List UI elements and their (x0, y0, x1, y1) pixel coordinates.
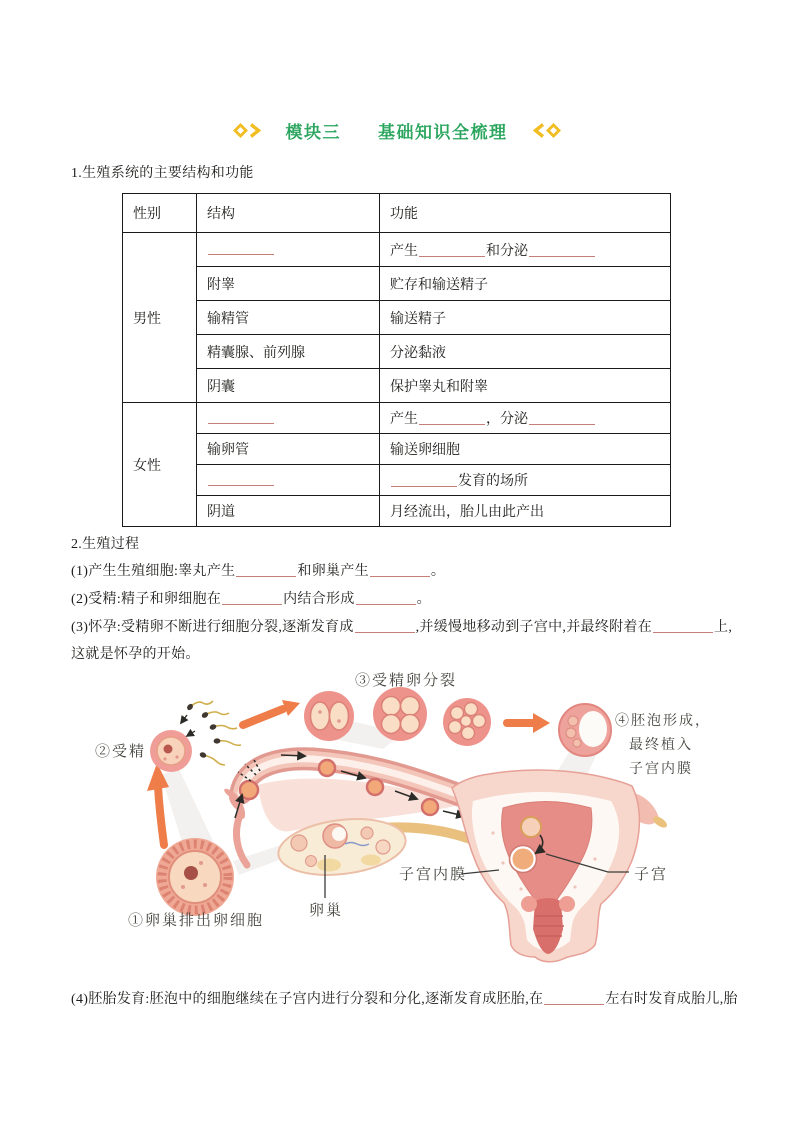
table-row (123, 335, 671, 369)
paragraph-produce-cells: (1)产生生殖细胞:睾丸产生 和卵巢产生 。 (71, 564, 446, 579)
label-uterus: 子宫 (634, 867, 669, 883)
table-row (123, 403, 671, 434)
structure-cell (197, 403, 380, 434)
anatomy-table-body (123, 233, 671, 527)
diamond-chevron-right-icon (232, 122, 262, 139)
label-blastocyst-1: ④胚泡形成， (615, 714, 711, 729)
function-cell: 输送卵细胞 (380, 434, 671, 465)
label-fertilization: ②受精 (95, 744, 147, 760)
function-cell: 产生 ，分泌 (380, 403, 671, 434)
table-row (123, 496, 671, 527)
label-cleavage: ③受精卵分裂 (355, 673, 458, 689)
table-header-row (123, 194, 671, 233)
paragraph-pregnancy-cont: 这就是怀孕的开始。 (71, 647, 200, 662)
structure-cell (197, 233, 380, 267)
structure-cell (197, 465, 380, 496)
function-cell: 月经流出，胎儿由此产出 (380, 496, 671, 527)
fill-in-blank (355, 619, 415, 633)
paragraph-fertilization: (2)受精:精子和卵细胞在 内结合形成 。 (71, 592, 431, 607)
chevron-left-diamond-icon (532, 122, 562, 139)
structure-cell: 附睾 (197, 267, 380, 301)
fill-in-blank (419, 411, 485, 425)
table-row (123, 267, 671, 301)
table-row (123, 233, 671, 267)
gender-cell: 男性 (123, 233, 197, 403)
fill-in-blank (529, 242, 595, 256)
structure-cell: 阴囊 (197, 369, 380, 403)
fill-in-blank (222, 591, 282, 605)
fill-in-blank (356, 591, 416, 605)
table-row (123, 301, 671, 335)
table-row (123, 465, 671, 496)
eight-cell-stage (443, 698, 491, 746)
fill-in-blank (370, 563, 430, 577)
structure-cell: 输精管 (197, 301, 380, 335)
fill-in-blank (653, 619, 713, 633)
function-cell: 发育的场所 (380, 465, 671, 496)
paragraph-embryo-development: (4)胚胎发育:胚泡中的细胞继续在子宫内进行分裂和分化,逐渐发育成胚胎,在 左右时发育成胎儿,胎 (71, 992, 738, 1007)
function-cell: 输送精子 (380, 301, 671, 335)
fill-in-blank (236, 563, 296, 577)
structure-cell: 精囊腺、前列腺 (197, 335, 380, 369)
fill-in-blank (208, 471, 274, 485)
label-ovulation: ①卵巢排出卵细胞 (128, 913, 265, 929)
column-header: 性别 (123, 194, 197, 233)
label-blastocyst-2: 最终植入 (629, 738, 693, 753)
fill-in-blank (208, 409, 274, 423)
label-ovary: 卵巢 (309, 903, 344, 919)
section1-heading: 1.生殖系统的主要结构和功能 (71, 166, 254, 181)
released-egg-cell (156, 838, 234, 916)
page-title (0, 118, 793, 143)
fill-in-blank (208, 241, 274, 255)
label-blastocyst-3: 子宫内膜 (629, 762, 693, 777)
paragraph-pregnancy: (3)怀孕:受精卵不断进行细胞分裂,逐渐发育成 ,并缓慢地移动到子宫中,并最终附着在 上, (71, 620, 733, 635)
table-row (123, 434, 671, 465)
fill-in-blank (419, 242, 485, 256)
blastocyst (559, 704, 611, 756)
orange-arrow-diagonal-icon (243, 700, 300, 725)
fill-in-blank (544, 991, 604, 1005)
fill-in-blank (391, 473, 457, 487)
table-row (123, 369, 671, 403)
function-cell: 贮存和输送精子 (380, 267, 671, 301)
two-cell-stage (304, 691, 354, 741)
orange-arrow-right-icon (507, 713, 550, 733)
column-header: 结构 (197, 194, 380, 233)
page-title-text: 模块三 基础知识全梳理 (285, 123, 508, 142)
anatomy-table (122, 193, 671, 527)
fertilization-process-figure (83, 663, 728, 985)
fill-in-blank (529, 411, 595, 425)
column-header: 功能 (380, 194, 671, 233)
function-cell: 保护睾丸和附睾 (380, 369, 671, 403)
section2-heading: 2.生殖过程 (71, 537, 140, 552)
uterus-illustration (452, 770, 639, 962)
structure-cell: 输卵管 (197, 434, 380, 465)
four-cell-stage (373, 687, 427, 741)
label-endometrium: 子宫内膜 (399, 867, 468, 883)
function-cell: 产生 和分泌 (380, 233, 671, 267)
fertilization-egg (150, 730, 192, 772)
gender-cell: 女性 (123, 403, 197, 527)
structure-cell: 阴道 (197, 496, 380, 527)
function-cell: 分泌黏液 (380, 335, 671, 369)
cell-division-stages (304, 687, 491, 746)
